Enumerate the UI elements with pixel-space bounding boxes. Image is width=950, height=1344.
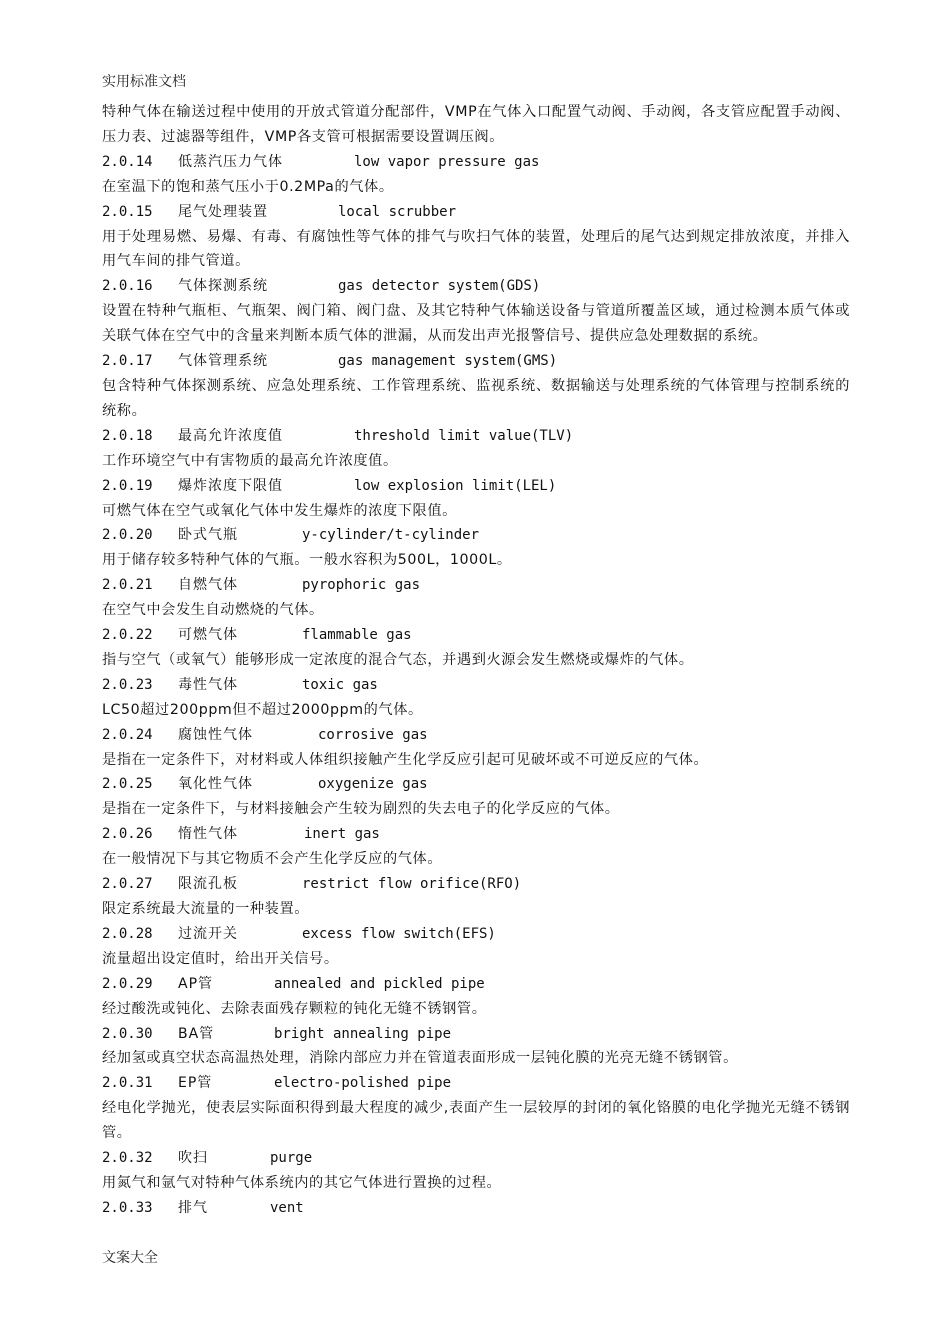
term-english: inert gas [304, 826, 380, 843]
term-number: 2.0.25 [102, 776, 153, 793]
term-heading [102, 200, 850, 225]
term-number: 2.0.33 [102, 1199, 153, 1216]
term-list [102, 150, 850, 1221]
term-chinese: 惰性气体 [178, 826, 238, 843]
term-english: y-cylinder/t-cylinder [302, 527, 480, 544]
term-number: 2.0.27 [102, 876, 153, 893]
term-heading [102, 723, 850, 748]
term-number: 2.0.16 [102, 278, 153, 295]
term-english: excess flow switch(EFS) [302, 925, 496, 942]
term-english: restrict flow orifice(RFO) [302, 876, 522, 893]
term-heading [102, 673, 850, 698]
term-chinese: 低蒸汽压力气体 [178, 153, 283, 170]
term-english: low vapor pressure gas [354, 153, 540, 170]
page-footer: 文案大全 [102, 1250, 158, 1266]
term-chinese: 气体探测系统 [178, 278, 268, 295]
term-entry [102, 623, 850, 673]
term-entry [102, 523, 850, 573]
term-english: gas management system(GMS) [338, 353, 558, 370]
term-heading [102, 424, 850, 449]
term-number: 2.0.19 [102, 477, 153, 494]
term-definition: 经过酸洗或钝化、去除表面残存颗粒的钝化无缝不锈钢管。 [102, 1000, 487, 1017]
term-heading [102, 1196, 850, 1221]
term-heading [102, 274, 850, 299]
term-definition: 是指在一定条件下，与材料接触会产生较为剧烈的失去电子的化学反应的气体。 [102, 801, 620, 818]
term-heading [102, 822, 850, 847]
term-english: bright annealing pipe [274, 1025, 452, 1042]
term-english: threshold limit value(TLV) [354, 427, 574, 444]
term-entry [102, 474, 850, 524]
term-heading [102, 474, 850, 499]
term-english: vent [270, 1199, 304, 1216]
term-definition: 经电化学抛光，使表层实际面积得到最大程度的减少,表面产生一层较厚的封闭的氧化铬膜的电化学抛光无缝不锈钢管。 [102, 1100, 850, 1142]
term-definition: 用氮气和氩气对特种气体系统内的其它气体进行置换的过程。 [102, 1174, 502, 1191]
term-number: 2.0.30 [102, 1025, 153, 1042]
term-heading [102, 922, 850, 947]
term-chinese: 过流开关 [178, 925, 238, 942]
term-definition: 可燃气体在空气或氧化气体中发生爆炸的浓度下限值。 [102, 502, 457, 519]
term-entry [102, 922, 850, 972]
term-heading [102, 1022, 850, 1047]
term-number: 2.0.14 [102, 153, 153, 170]
term-chinese: 腐蚀性气体 [178, 726, 253, 743]
term-entry [102, 1196, 850, 1221]
term-heading [102, 772, 850, 797]
term-definition: LC50超过200ppm但不超过2000ppm的气体。 [102, 701, 423, 718]
term-chinese: 爆炸浓度下限值 [178, 477, 283, 494]
term-heading [102, 623, 850, 648]
term-entry [102, 1071, 850, 1146]
page-header: 实用标准文档 [102, 74, 186, 90]
term-chinese: 最高允许浓度值 [178, 427, 283, 444]
term-heading [102, 1071, 850, 1096]
term-number: 2.0.15 [102, 203, 153, 220]
term-chinese: 自燃气体 [178, 577, 238, 594]
term-definition: 是指在一定条件下，对材料或人体组织接触产生化学反应引起可见破坏或不可逆反应的气体。 [102, 751, 709, 768]
term-chinese: EP管 [178, 1075, 213, 1092]
term-english: oxygenize gas [318, 776, 428, 793]
term-definition: 用于储存较多特种气体的气瓶。一般水容积为500L，1000L。 [102, 552, 512, 569]
term-entry [102, 972, 850, 1022]
term-english: corrosive gas [318, 726, 428, 743]
term-number: 2.0.29 [102, 975, 153, 992]
term-english: flammable gas [302, 627, 412, 644]
term-definition: 包含特种气体探测系统、应急处理系统、工作管理系统、监视系统、数据输送与处理系统的气体管理与控制系统的统称。 [102, 377, 850, 419]
term-number: 2.0.28 [102, 925, 153, 942]
term-definition: 流量超出设定值时，给出开关信号。 [102, 950, 339, 967]
term-definition: 在空气中会发生自动燃烧的气体。 [102, 602, 324, 619]
term-heading [102, 972, 850, 997]
term-number: 2.0.17 [102, 353, 153, 370]
term-english: toxic gas [302, 676, 378, 693]
term-entry [102, 673, 850, 723]
term-number: 2.0.20 [102, 527, 153, 544]
term-english: electro-polished pipe [274, 1075, 452, 1092]
term-chinese: 可燃气体 [178, 627, 238, 644]
term-definition: 工作环境空气中有害物质的最高允许浓度值。 [102, 452, 398, 469]
term-entry [102, 1146, 850, 1196]
term-english: annealed and pickled pipe [274, 975, 485, 992]
term-chinese: 吹扫 [178, 1150, 208, 1167]
term-definition: 经加氢或真空状态高温热处理，消除内部应力并在管道表面形成一层钝化膜的光亮无缝不锈钢管。 [102, 1050, 738, 1067]
term-chinese: 氧化性气体 [178, 776, 253, 793]
term-definition: 限定系统最大流量的一种装置。 [102, 901, 310, 917]
term-entry [102, 723, 850, 773]
term-chinese: 卧式气瓶 [178, 527, 238, 544]
term-chinese: AP管 [178, 975, 214, 992]
document-body [102, 100, 850, 1221]
term-chinese: 气体管理系统 [178, 353, 268, 370]
term-entry [102, 274, 850, 349]
term-chinese: 尾气处理装置 [178, 203, 268, 220]
term-heading [102, 523, 850, 548]
term-definition: 用于处理易燃、易爆、有毒、有腐蚀性等气体的排气与吹扫气体的装置，处理后的尾气达到规定排放浓度，并排入用气车间的排气管道。 [102, 228, 850, 270]
term-english: purge [270, 1150, 313, 1167]
term-heading [102, 349, 850, 374]
term-number: 2.0.18 [102, 427, 153, 444]
term-definition: 指与空气（或氧气）能够形成一定浓度的混合气态，并遇到火源会发生燃烧或爆炸的气体。 [102, 651, 694, 668]
term-entry [102, 822, 850, 872]
term-entry [102, 200, 850, 275]
term-english: pyrophoric gas [302, 577, 421, 594]
term-english: gas detector system(GDS) [338, 278, 541, 295]
term-entry [102, 349, 850, 424]
term-chinese: 排气 [178, 1199, 208, 1216]
term-definition: 在一般情况下与其它物质不会产生化学反应的气体。 [102, 851, 443, 868]
term-entry [102, 424, 850, 474]
term-heading [102, 150, 850, 175]
term-heading [102, 573, 850, 598]
term-chinese: 毒性气体 [178, 676, 238, 693]
term-entry [102, 573, 850, 623]
intro-paragraph: 特种气体在输送过程中使用的开放式管道分配部件，VMP在气体入口配置气动阀、手动阀，各支管应配置手动阀、压力表、过滤器等组件，VMP各支管可根据需要设置调压阀。 [102, 104, 850, 145]
term-chinese: BA管 [178, 1025, 215, 1042]
term-heading [102, 1146, 850, 1171]
term-number: 2.0.26 [102, 826, 153, 843]
term-number: 2.0.22 [102, 627, 153, 644]
term-definition: 在室温下的饱和蒸气压小于0.2MPa的气体。 [102, 178, 394, 195]
term-entry [102, 150, 850, 200]
term-entry [102, 1022, 850, 1072]
term-entry [102, 772, 850, 822]
term-chinese: 限流孔板 [178, 876, 238, 893]
term-english: low explosion limit(LEL) [354, 477, 557, 494]
term-number: 2.0.23 [102, 676, 153, 693]
term-number: 2.0.24 [102, 726, 153, 743]
term-number: 2.0.21 [102, 577, 153, 594]
term-definition: 设置在特种气瓶柜、气瓶架、阀门箱、阀门盘、及其它特种气体输送设备与管道所覆盖区域，通过检测本质气体或关联气体在空气中的含量来判断本质气体的泄漏，从而发出声光报警信号、提供应急处理数据的系统。 [102, 303, 850, 345]
term-number: 2.0.31 [102, 1075, 153, 1092]
term-entry [102, 872, 850, 922]
term-number: 2.0.32 [102, 1150, 153, 1167]
term-english: local scrubber [338, 203, 457, 220]
term-heading [102, 872, 850, 897]
